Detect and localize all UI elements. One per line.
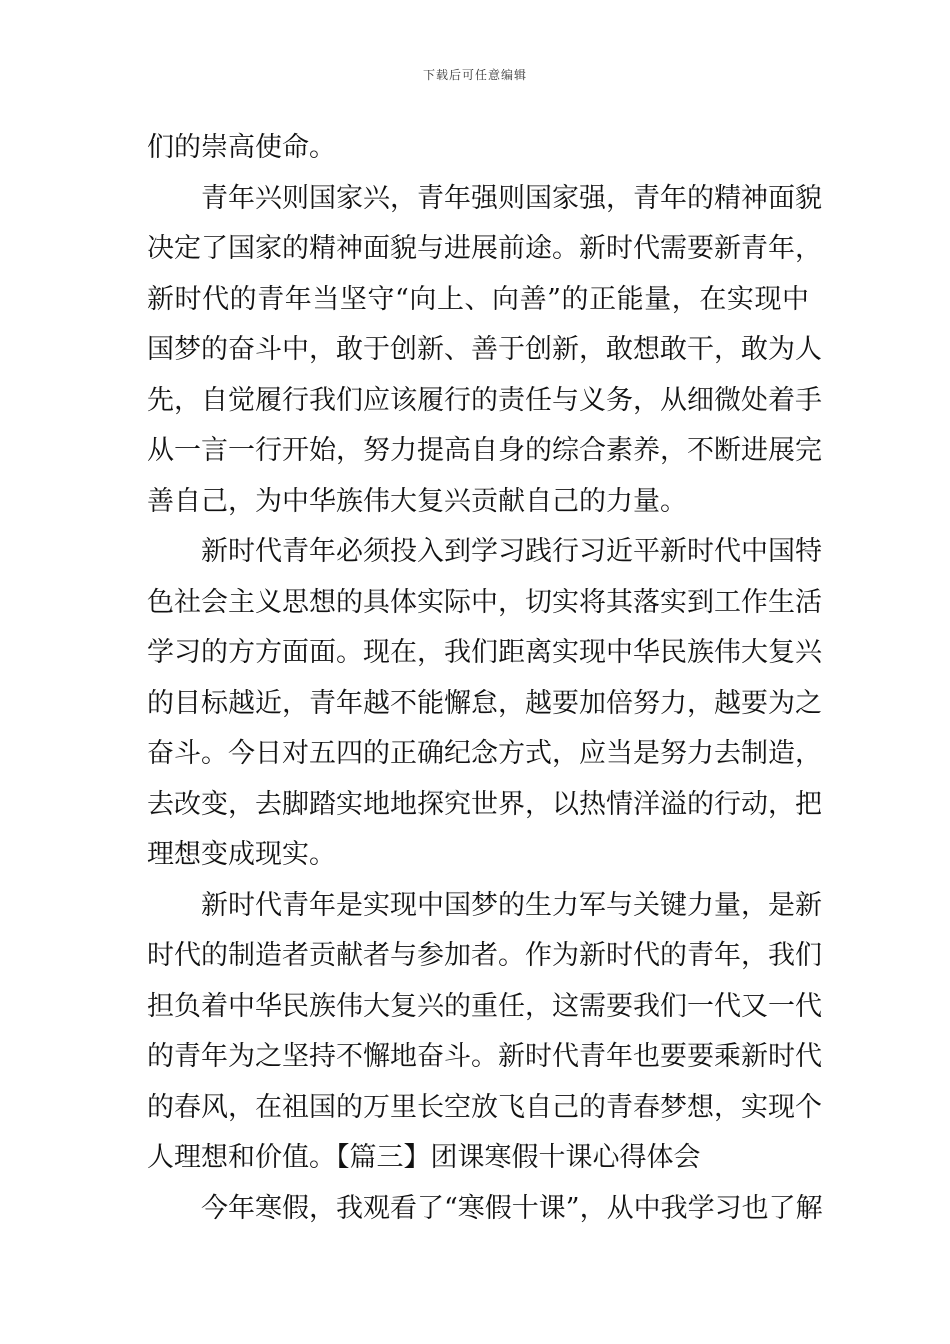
text-line: 从一言一行开始，努力提高自身的综合素养，不断进展完 <box>147 435 822 466</box>
text-line: 善自己，为中华族伟大复兴贡献自己的力量。 <box>147 485 687 517</box>
text-line: 新时代青年是实现中国梦的生力军与关键力量，是新 <box>201 889 822 921</box>
text-line: 们的崇高使命。 <box>147 132 336 163</box>
text-line: 色社会主义思想的具体实际中，切实将其落实到工作生活 <box>147 586 822 618</box>
text-line: 的春风，在祖国的万里长空放飞自己的青春梦想，实现个 <box>147 1091 822 1123</box>
text-line: 去改变，去脚踏实地地探究世界，以热情洋溢的行动，把 <box>147 788 822 820</box>
text-line: 国梦的奋斗中，敢于创新、善于创新，敢想敢干，敢为人 <box>147 334 822 365</box>
page-header: 下载后可任意编辑 <box>422 68 527 82</box>
text-line: 担负着中华民族伟大复兴的重任，这需要我们一代又一代 <box>147 990 822 1022</box>
text-line: 奋斗。今日对五四的正确纪念方式，应当是努力去制造， <box>147 738 822 769</box>
document-body <box>147 128 823 1239</box>
text-line: 人理想和价值。【篇三】团课寒假十课心得体会 <box>147 1142 701 1173</box>
text-line: 学习的方方面面。现在，我们距离实现中华民族伟大复兴 <box>147 637 822 668</box>
text-line: 新时代的青年当坚守“向上、向善”的正能量，在实现中 <box>147 283 809 315</box>
text-line: 的青年为之坚持不懈地奋斗。新时代青年也要要乘新时代 <box>147 1041 822 1072</box>
text-line: 的目标越近，青年越不能懈怠，越要加倍努力，越要为之 <box>147 687 822 719</box>
text-line: 时代的制造者贡献者与参加者。作为新时代的青年，我们 <box>147 940 822 971</box>
text-line: 青年兴则国家兴，青年强则国家强，青年的精神面貌 <box>201 182 822 214</box>
text-line: 先，自觉履行我们应该履行的责任与义务，从细微处着手 <box>147 384 822 416</box>
text-line: 理想变成现实。 <box>147 839 336 870</box>
text-line: 决定了国家的精神面貌与进展前途。新时代需要新青年， <box>147 233 822 264</box>
text-line: 今年寒假，我观看了“寒假十课”，从中我学习也了解 <box>201 1192 823 1224</box>
text-line: 新时代青年必须投入到学习践行习近平新时代中国特 <box>201 536 822 567</box>
